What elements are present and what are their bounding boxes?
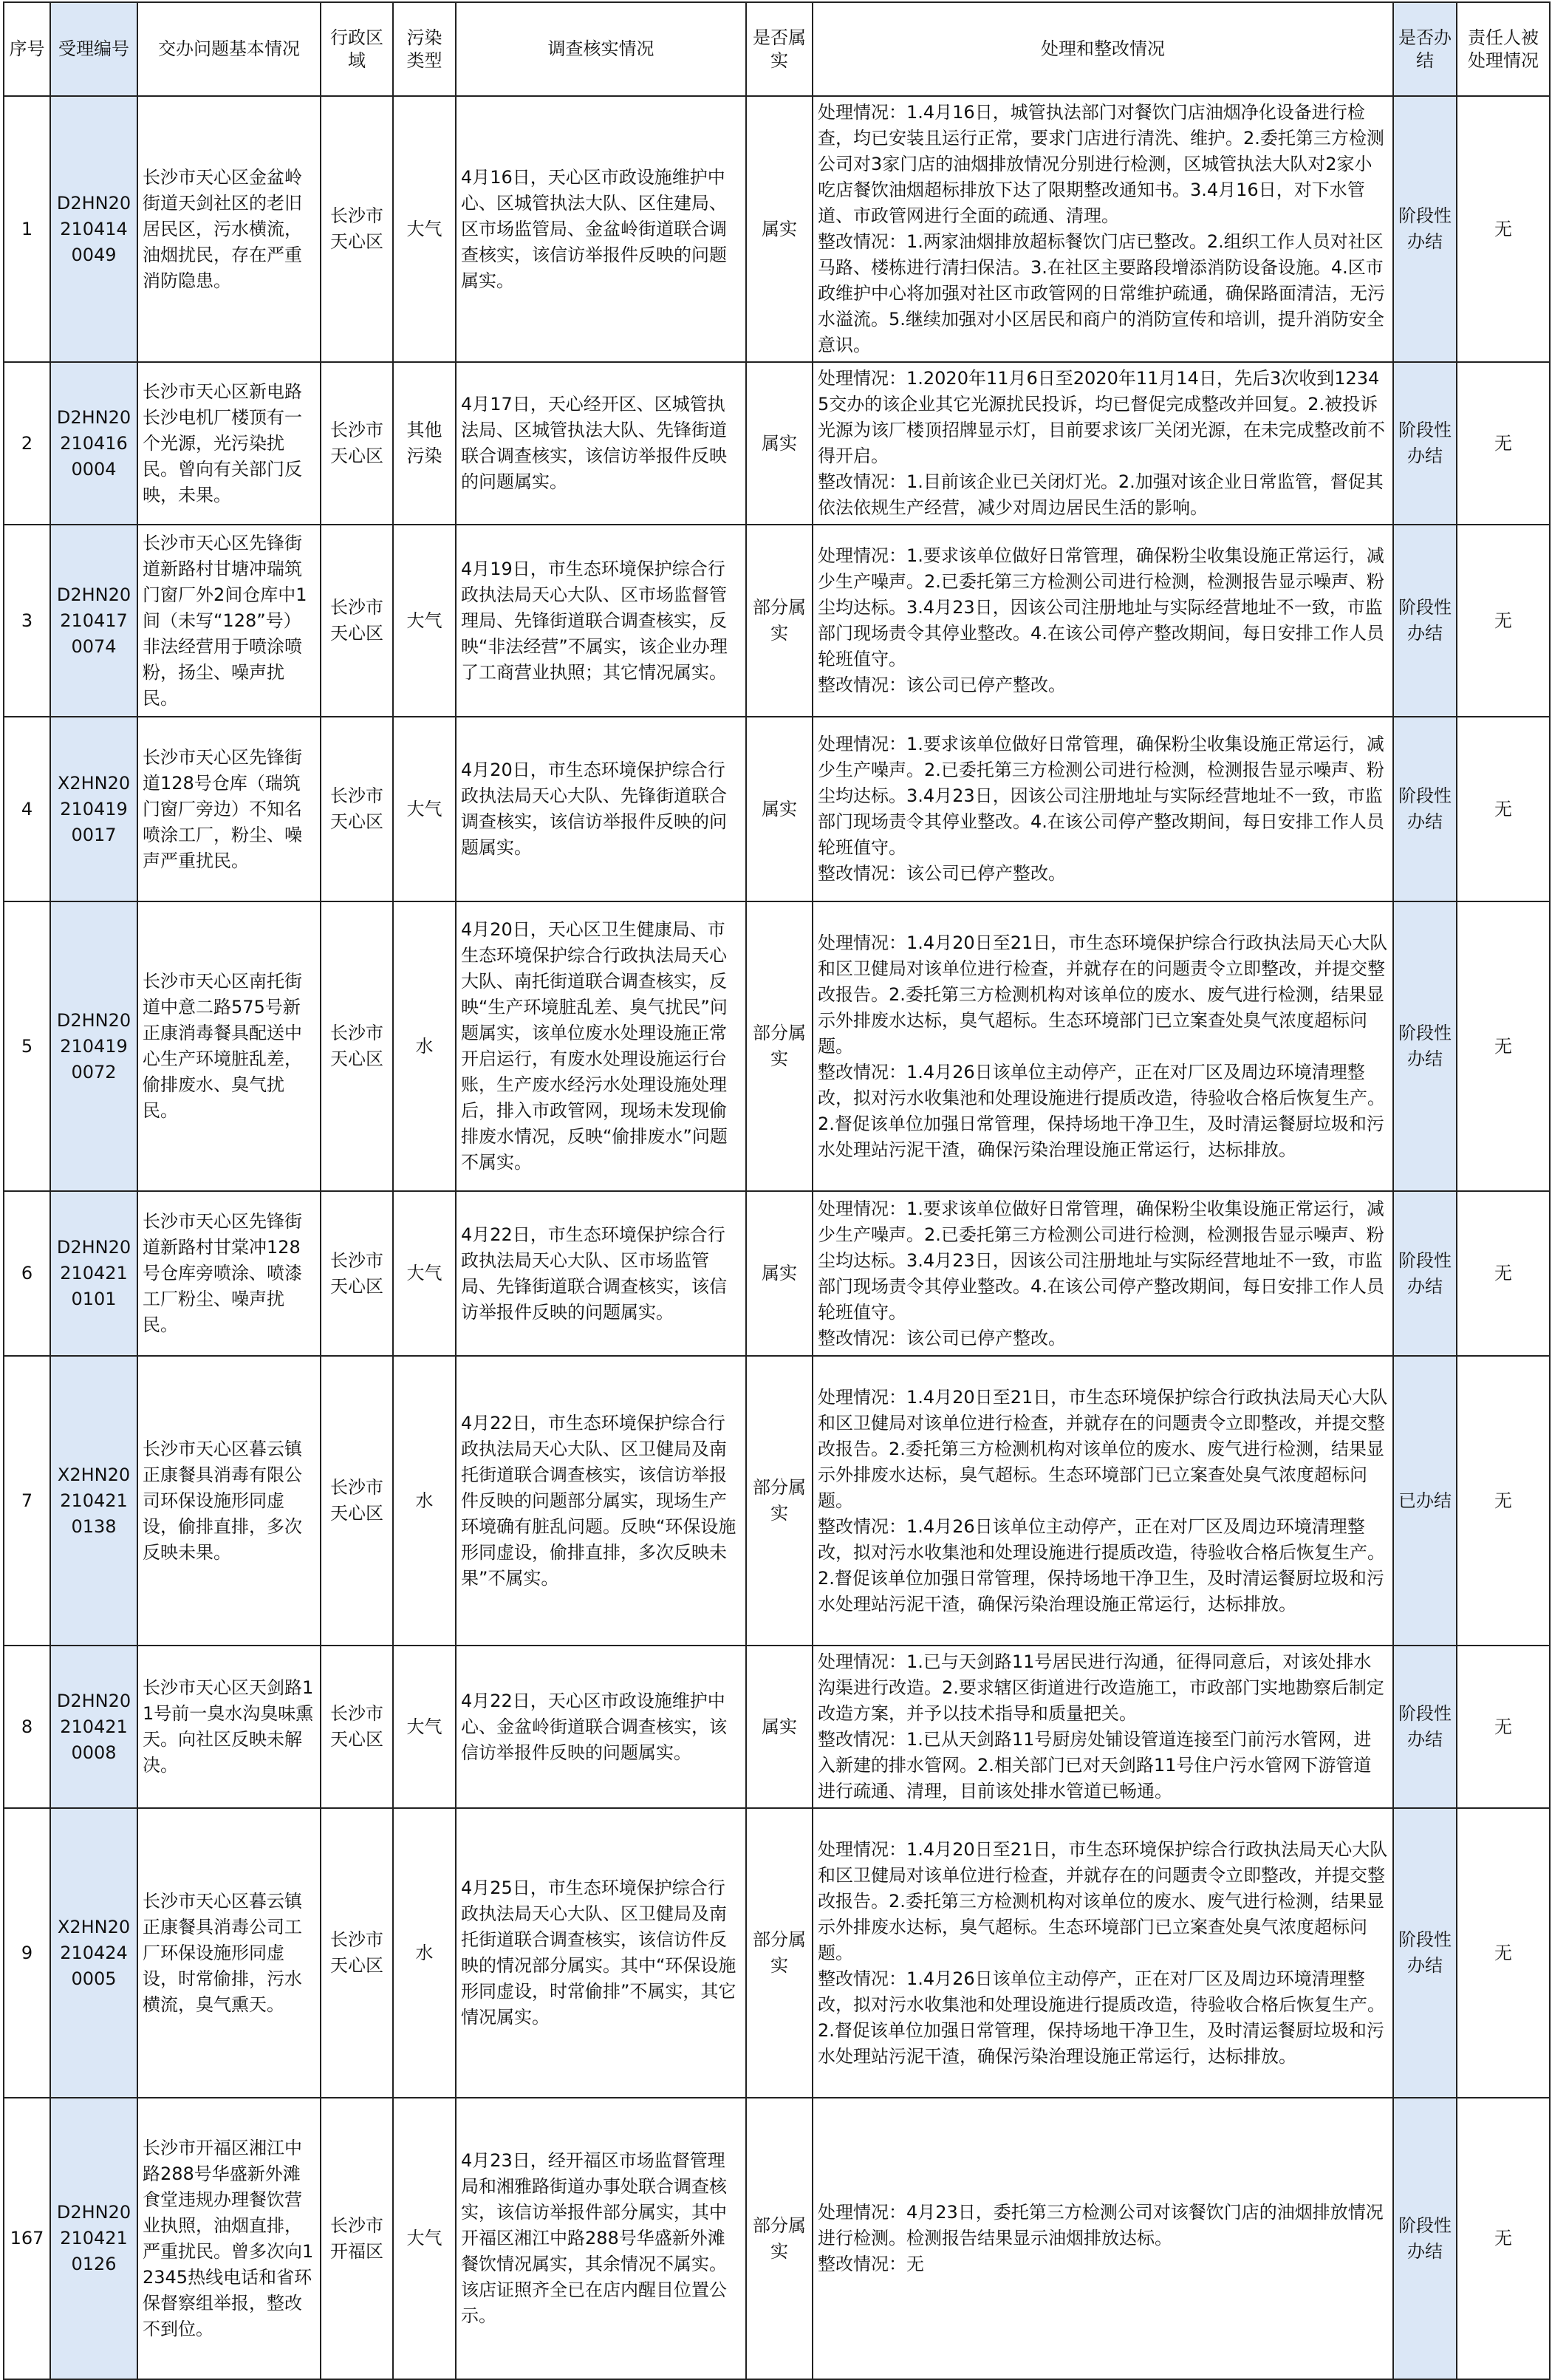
cell-investigation: 4月16日，天心区市政设施维护中心、区城管执法大队、区住建局、区市场监管局、金盆岭街道联合调查核实，该信访举报件反映的问题属实。 [456,96,746,362]
cell-id: D2HN20210416 0004 [50,362,137,525]
cell-punished: 无 [1457,1808,1550,2098]
cell-id: D2HN20210419 0072 [50,901,137,1191]
cell-seq: 3 [4,525,50,717]
cell-id: D2HN20210417 0074 [50,525,137,717]
complaint-table [3,1,1551,2380]
cell-handling: 处理情况：1.要求该单位做好日常管理，确保粉尘收集设施正常运行，减少生产噪声。2.已委托第三方检测公司进行检测，检测报告显示噪声、粉尘均达标。3.4月23日，因该公司注册地址与实际经营地址不一致，市监部门现场责令其停业整改。4.在该公司停产整改期间，每日安排工作人员轮班值守。 整改情况：该公司已停产整改。 [813,1191,1393,1356]
cell-closed: 阶段性办结 [1393,901,1457,1191]
cell-region: 长沙市天心区 [321,525,393,717]
cell-punished: 无 [1457,1356,1550,1646]
cell-investigation: 4月22日，天心区市政设施维护中心、金盆岭街道联合调查核实，该信访举报件反映的问题属实。 [456,1646,746,1808]
cell-punished: 无 [1457,901,1550,1191]
cell-type: 大气 [393,96,456,362]
cell-id: X2HN20210421 0138 [50,1356,137,1646]
cell-issue: 长沙市天心区金盆岭街道天剑社区的老旧居民区，污水横流，油烟扰民，存在严重消防隐患。 [137,96,321,362]
header-investigation: 调查核实情况 [456,2,746,96]
table-row [4,1808,1550,2098]
cell-verified: 部分属实 [746,2098,813,2379]
header-seq: 序号 [4,2,50,96]
cell-verified: 属实 [746,1646,813,1808]
header-verified: 是否属实 [746,2,813,96]
cell-seq: 1 [4,96,50,362]
cell-verified: 属实 [746,1191,813,1356]
table-row [4,525,1550,717]
cell-id: D2HN20210421 0008 [50,1646,137,1808]
cell-type: 水 [393,1356,456,1646]
cell-closed: 阶段性办结 [1393,717,1457,901]
cell-punished: 无 [1457,362,1550,525]
table-row [4,2098,1550,2379]
cell-investigation: 4月19日，市生态环境保护综合行政执法局天心大队、区市场监督管理局、先锋街道联合调查核实，反映“非法经营”不属实，该企业办理了工商营业执照；其它情况属实。 [456,525,746,717]
cell-seq: 6 [4,1191,50,1356]
cell-region: 长沙市开福区 [321,2098,393,2379]
cell-verified: 部分属实 [746,1356,813,1646]
header-punished: 责任人被处理情况 [1457,2,1550,96]
cell-punished: 无 [1457,96,1550,362]
cell-punished: 无 [1457,717,1550,901]
cell-handling: 处理情况：1.已与天剑路11号居民进行沟通，征得同意后，对该处排水沟渠进行改造。2.要求辖区街道进行改造施工，市政部门实地勘察后制定改造方案，并予以技术指导和质量把关。 整改情况：1.已从天剑路11号厨房处铺设管道连接至门前污水管网，进入新建的排水管网。2.相关部门已对天剑路11号住户污水管网下游管道进行疏通、清理，目前该处排水管道已畅通。 [813,1646,1393,1808]
cell-type: 水 [393,901,456,1191]
cell-id: D2HN20210421 0126 [50,2098,137,2379]
cell-punished: 无 [1457,2098,1550,2379]
cell-issue: 长沙市天心区先锋街道新路村甘塘冲瑞筑门窗厂外2间仓库中1间（未写“128”号）非法经营用于喷涂喷粉，扬尘、噪声扰民。 [137,525,321,717]
cell-region: 长沙市天心区 [321,1808,393,2098]
cell-seq: 9 [4,1808,50,2098]
cell-closed: 阶段性办结 [1393,362,1457,525]
cell-closed: 阶段性办结 [1393,2098,1457,2379]
cell-type: 水 [393,1808,456,2098]
cell-issue: 长沙市天心区先锋街道128号仓库（瑞筑门窗厂旁边）不知名喷涂工厂，粉尘、噪声严重扰民。 [137,717,321,901]
table-row [4,1191,1550,1356]
cell-seq: 2 [4,362,50,525]
cell-type: 大气 [393,525,456,717]
cell-handling: 处理情况：1.要求该单位做好日常管理，确保粉尘收集设施正常运行，减少生产噪声。2.已委托第三方检测公司进行检测，检测报告显示噪声、粉尘均达标。3.4月23日，因该公司注册地址与实际经营地址不一致，市监部门现场责令其停业整改。4.在该公司停产整改期间，每日安排工作人员轮班值守。 整改情况：该公司已停产整改。 [813,717,1393,901]
cell-issue: 长沙市天心区新电路长沙电机厂楼顶有一个光源，光污染扰民。曾向有关部门反映，未果。 [137,362,321,525]
cell-issue: 长沙市天心区南托街道中意二路575号新正康消毒餐具配送中心生产环境脏乱差，偷排废水、臭气扰民。 [137,901,321,1191]
header-region: 行政区域 [321,2,393,96]
cell-investigation: 4月22日，市生态环境保护综合行政执法局天心大队、区卫健局及南托街道联合调查核实，该信访举报件反映的问题部分属实，现场生产环境确有脏乱问题。反映“环保设施形同虚设，偷排直排，多次反映未果”不属实。 [456,1356,746,1646]
cell-verified: 部分属实 [746,901,813,1191]
cell-issue: 长沙市天心区暮云镇正康餐具消毒有限公司环保设施形同虚设，偷排直排，多次反映未果。 [137,1356,321,1646]
cell-region: 长沙市天心区 [321,901,393,1191]
header-closed: 是否办结 [1393,2,1457,96]
header-handling: 处理和整改情况 [813,2,1393,96]
cell-id: X2HN20210424 0005 [50,1808,137,2098]
cell-id: D2HN20210414 0049 [50,96,137,362]
cell-issue: 长沙市开福区湘江中路288号华盛新外滩食堂违规办理餐饮营业执照，油烟直排，严重扰民。曾多次向12345热线电话和省环保督察组举报，整改不到位。 [137,2098,321,2379]
cell-investigation: 4月22日，市生态环境保护综合行政执法局天心大队、区市场监管局、先锋街道联合调查核实，该信访举报件反映的问题属实。 [456,1191,746,1356]
cell-issue: 长沙市天心区天剑路11号前一臭水沟臭味熏天。向社区反映未解决。 [137,1646,321,1808]
cell-verified: 部分属实 [746,1808,813,2098]
table-row [4,362,1550,525]
cell-seq: 8 [4,1646,50,1808]
table-row [4,96,1550,362]
header-id: 受理编号 [50,2,137,96]
cell-verified: 属实 [746,362,813,525]
cell-closed: 阶段性办结 [1393,96,1457,362]
cell-verified: 部分属实 [746,525,813,717]
table-row [4,1356,1550,1646]
cell-closed: 阶段性办结 [1393,1646,1457,1808]
cell-seq: 5 [4,901,50,1191]
cell-region: 长沙市天心区 [321,1191,393,1356]
cell-investigation: 4月20日，天心区卫生健康局、市生态环境保护综合行政执法局天心大队、南托街道联合调查核实，反映“生产环境脏乱差、臭气扰民”问题属实，该单位废水处理设施正常开启运行，有废水处理设施运行台账，生产废水经污水处理设施处理后，排入市政管网，现场未发现偷排废水情况，反映“偷排废水”问题不属实。 [456,901,746,1191]
cell-handling: 处理情况：1.要求该单位做好日常管理，确保粉尘收集设施正常运行，减少生产噪声。2.已委托第三方检测公司进行检测，检测报告显示噪声、粉尘均达标。3.4月23日，因该公司注册地址与实际经营地址不一致，市监部门现场责令其停业整改。4.在该公司停产整改期间，每日安排工作人员轮班值守。 整改情况：该公司已停产整改。 [813,525,1393,717]
cell-type: 大气 [393,2098,456,2379]
cell-handling: 处理情况：1.2020年11月6日至2020年11月14日，先后3次收到12345交办的该企业其它光源扰民投诉，均已督促完成整改并回复。2.被投诉光源为该厂楼顶招牌显示灯，目前要求该厂关闭光源，在未完成整改前不得开启。 整改情况：1.目前该企业已关闭灯光。2.加强对该企业日常监管，督促其依法依规生产经营，减少对周边居民生活的影响。 [813,362,1393,525]
cell-region: 长沙市天心区 [321,96,393,362]
cell-region: 长沙市天心区 [321,1356,393,1646]
cell-type: 大气 [393,1646,456,1808]
cell-handling: 处理情况：1.4月20日至21日，市生态环境保护综合行政执法局天心大队和区卫健局对该单位进行检查，并就存在的问题责令立即整改，并提交整改报告。2.委托第三方检测机构对该单位的废水、废气进行检测，结果显示外排废水达标，臭气超标。生态环境部门已立案查处臭气浓度超标问题。 整改情况：1.4月26日该单位主动停产，正在对厂区及周边环境清理整改，拟对污水收集池和处理设施进行提质改造，待验收合格后恢复生产。2.督促该单位加强日常管理，保持场地干净卫生，及时清运餐厨垃圾和污水处理站污泥干渣，确保污染治理设施正常运行，达标排放。 [813,1808,1393,2098]
table-row [4,901,1550,1191]
cell-handling: 处理情况：1.4月16日，城管执法部门对餐饮门店油烟净化设备进行检查，均已安装且运行正常，要求门店进行清洗、维护。2.委托第三方检测公司对3家门店的油烟排放情况分别进行检测，区城管执法大队对2家小吃店餐饮油烟超标排放下达了限期整改通知书。3.4月16日，对下水管道、市政管网进行全面的疏通、清理。 整改情况：1.两家油烟排放超标餐饮门店已整改。2.组织工作人员对社区马路、楼栋进行清扫保洁。3.在社区主要路段增添消防设备设施。4.区市政维护中心将加强对社区市政管网的日常维护疏通，确保路面清洁，无污水溢流。5.继续加强对小区居民和商户的消防宣传和培训，提升消防安全意识。 [813,96,1393,362]
header-type: 污染类型 [393,2,456,96]
cell-verified: 属实 [746,717,813,901]
cell-id: D2HN20210421 0101 [50,1191,137,1356]
cell-type: 大气 [393,1191,456,1356]
cell-verified: 属实 [746,96,813,362]
cell-closed: 阶段性办结 [1393,1808,1457,2098]
cell-investigation: 4月23日，经开福区市场监督管理局和湘雅路街道办事处联合调查核实，该信访举报件部分属实，其中开福区湘江中路288号华盛新外滩餐饮情况属实，其余情况不属实。该店证照齐全已在店内醒目位置公示。 [456,2098,746,2379]
cell-closed: 阶段性办结 [1393,1191,1457,1356]
cell-issue: 长沙市天心区先锋街道新路村甘棠冲128号仓库旁喷涂、喷漆工厂粉尘、噪声扰民。 [137,1191,321,1356]
cell-type: 大气 [393,717,456,901]
cell-region: 长沙市天心区 [321,362,393,525]
cell-seq: 4 [4,717,50,901]
cell-handling: 处理情况：4月23日，委托第三方检测公司对该餐饮门店的油烟排放情况进行检测。检测报告结果显示油烟排放达标。 整改情况：无 [813,2098,1393,2379]
cell-issue: 长沙市天心区暮云镇正康餐具消毒公司工厂环保设施形同虚设，时常偷排，污水横流，臭气熏天。 [137,1808,321,2098]
cell-id: X2HN20210419 0017 [50,717,137,901]
cell-closed: 阶段性办结 [1393,525,1457,717]
cell-investigation: 4月17日，天心经开区、区城管执法局、区城管执法大队、先锋街道联合调查核实，该信访举报件反映的问题属实。 [456,362,746,525]
cell-punished: 无 [1457,525,1550,717]
cell-closed: 已办结 [1393,1356,1457,1646]
header-row [4,2,1550,96]
cell-seq: 7 [4,1356,50,1646]
cell-investigation: 4月20日，市生态环境保护综合行政执法局天心大队、先锋街道联合调查核实，该信访举报件反映的问题属实。 [456,717,746,901]
cell-handling: 处理情况：1.4月20日至21日，市生态环境保护综合行政执法局天心大队和区卫健局对该单位进行检查，并就存在的问题责令立即整改，并提交整改报告。2.委托第三方检测机构对该单位的废水、废气进行检测，结果显示外排废水达标，臭气超标。生态环境部门已立案查处臭气浓度超标问题。 整改情况：1.4月26日该单位主动停产，正在对厂区及周边环境清理整改，拟对污水收集池和处理设施进行提质改造，待验收合格后恢复生产。2.督促该单位加强日常管理，保持场地干净卫生，及时清运餐厨垃圾和污水处理站污泥干渣，确保污染治理设施正常运行，达标排放。 [813,1356,1393,1646]
cell-region: 长沙市天心区 [321,1646,393,1808]
cell-handling: 处理情况：1.4月20日至21日，市生态环境保护综合行政执法局天心大队和区卫健局对该单位进行检查，并就存在的问题责令立即整改，并提交整改报告。2.委托第三方检测机构对该单位的废水、废气进行检测，结果显示外排废水达标，臭气超标。生态环境部门已立案查处臭气浓度超标问题。 整改情况：1.4月26日该单位主动停产，正在对厂区及周边环境清理整改，拟对污水收集池和处理设施进行提质改造，待验收合格后恢复生产。2.督促该单位加强日常管理，保持场地干净卫生，及时清运餐厨垃圾和污水处理站污泥干渣，确保污染治理设施正常运行，达标排放。 [813,901,1393,1191]
cell-punished: 无 [1457,1191,1550,1356]
cell-punished: 无 [1457,1646,1550,1808]
header-issue: 交办问题基本情况 [137,2,321,96]
cell-investigation: 4月25日，市生态环境保护综合行政执法局天心大队、区卫健局及南托街道联合调查核实，该信访件反映的情况部分属实。其中“环保设施形同虚设，时常偷排”不属实，其它情况属实。 [456,1808,746,2098]
table-row [4,717,1550,901]
table-row [4,1646,1550,1808]
cell-region: 长沙市天心区 [321,717,393,901]
cell-seq: 167 [4,2098,50,2379]
cell-type: 其他污染 [393,362,456,525]
